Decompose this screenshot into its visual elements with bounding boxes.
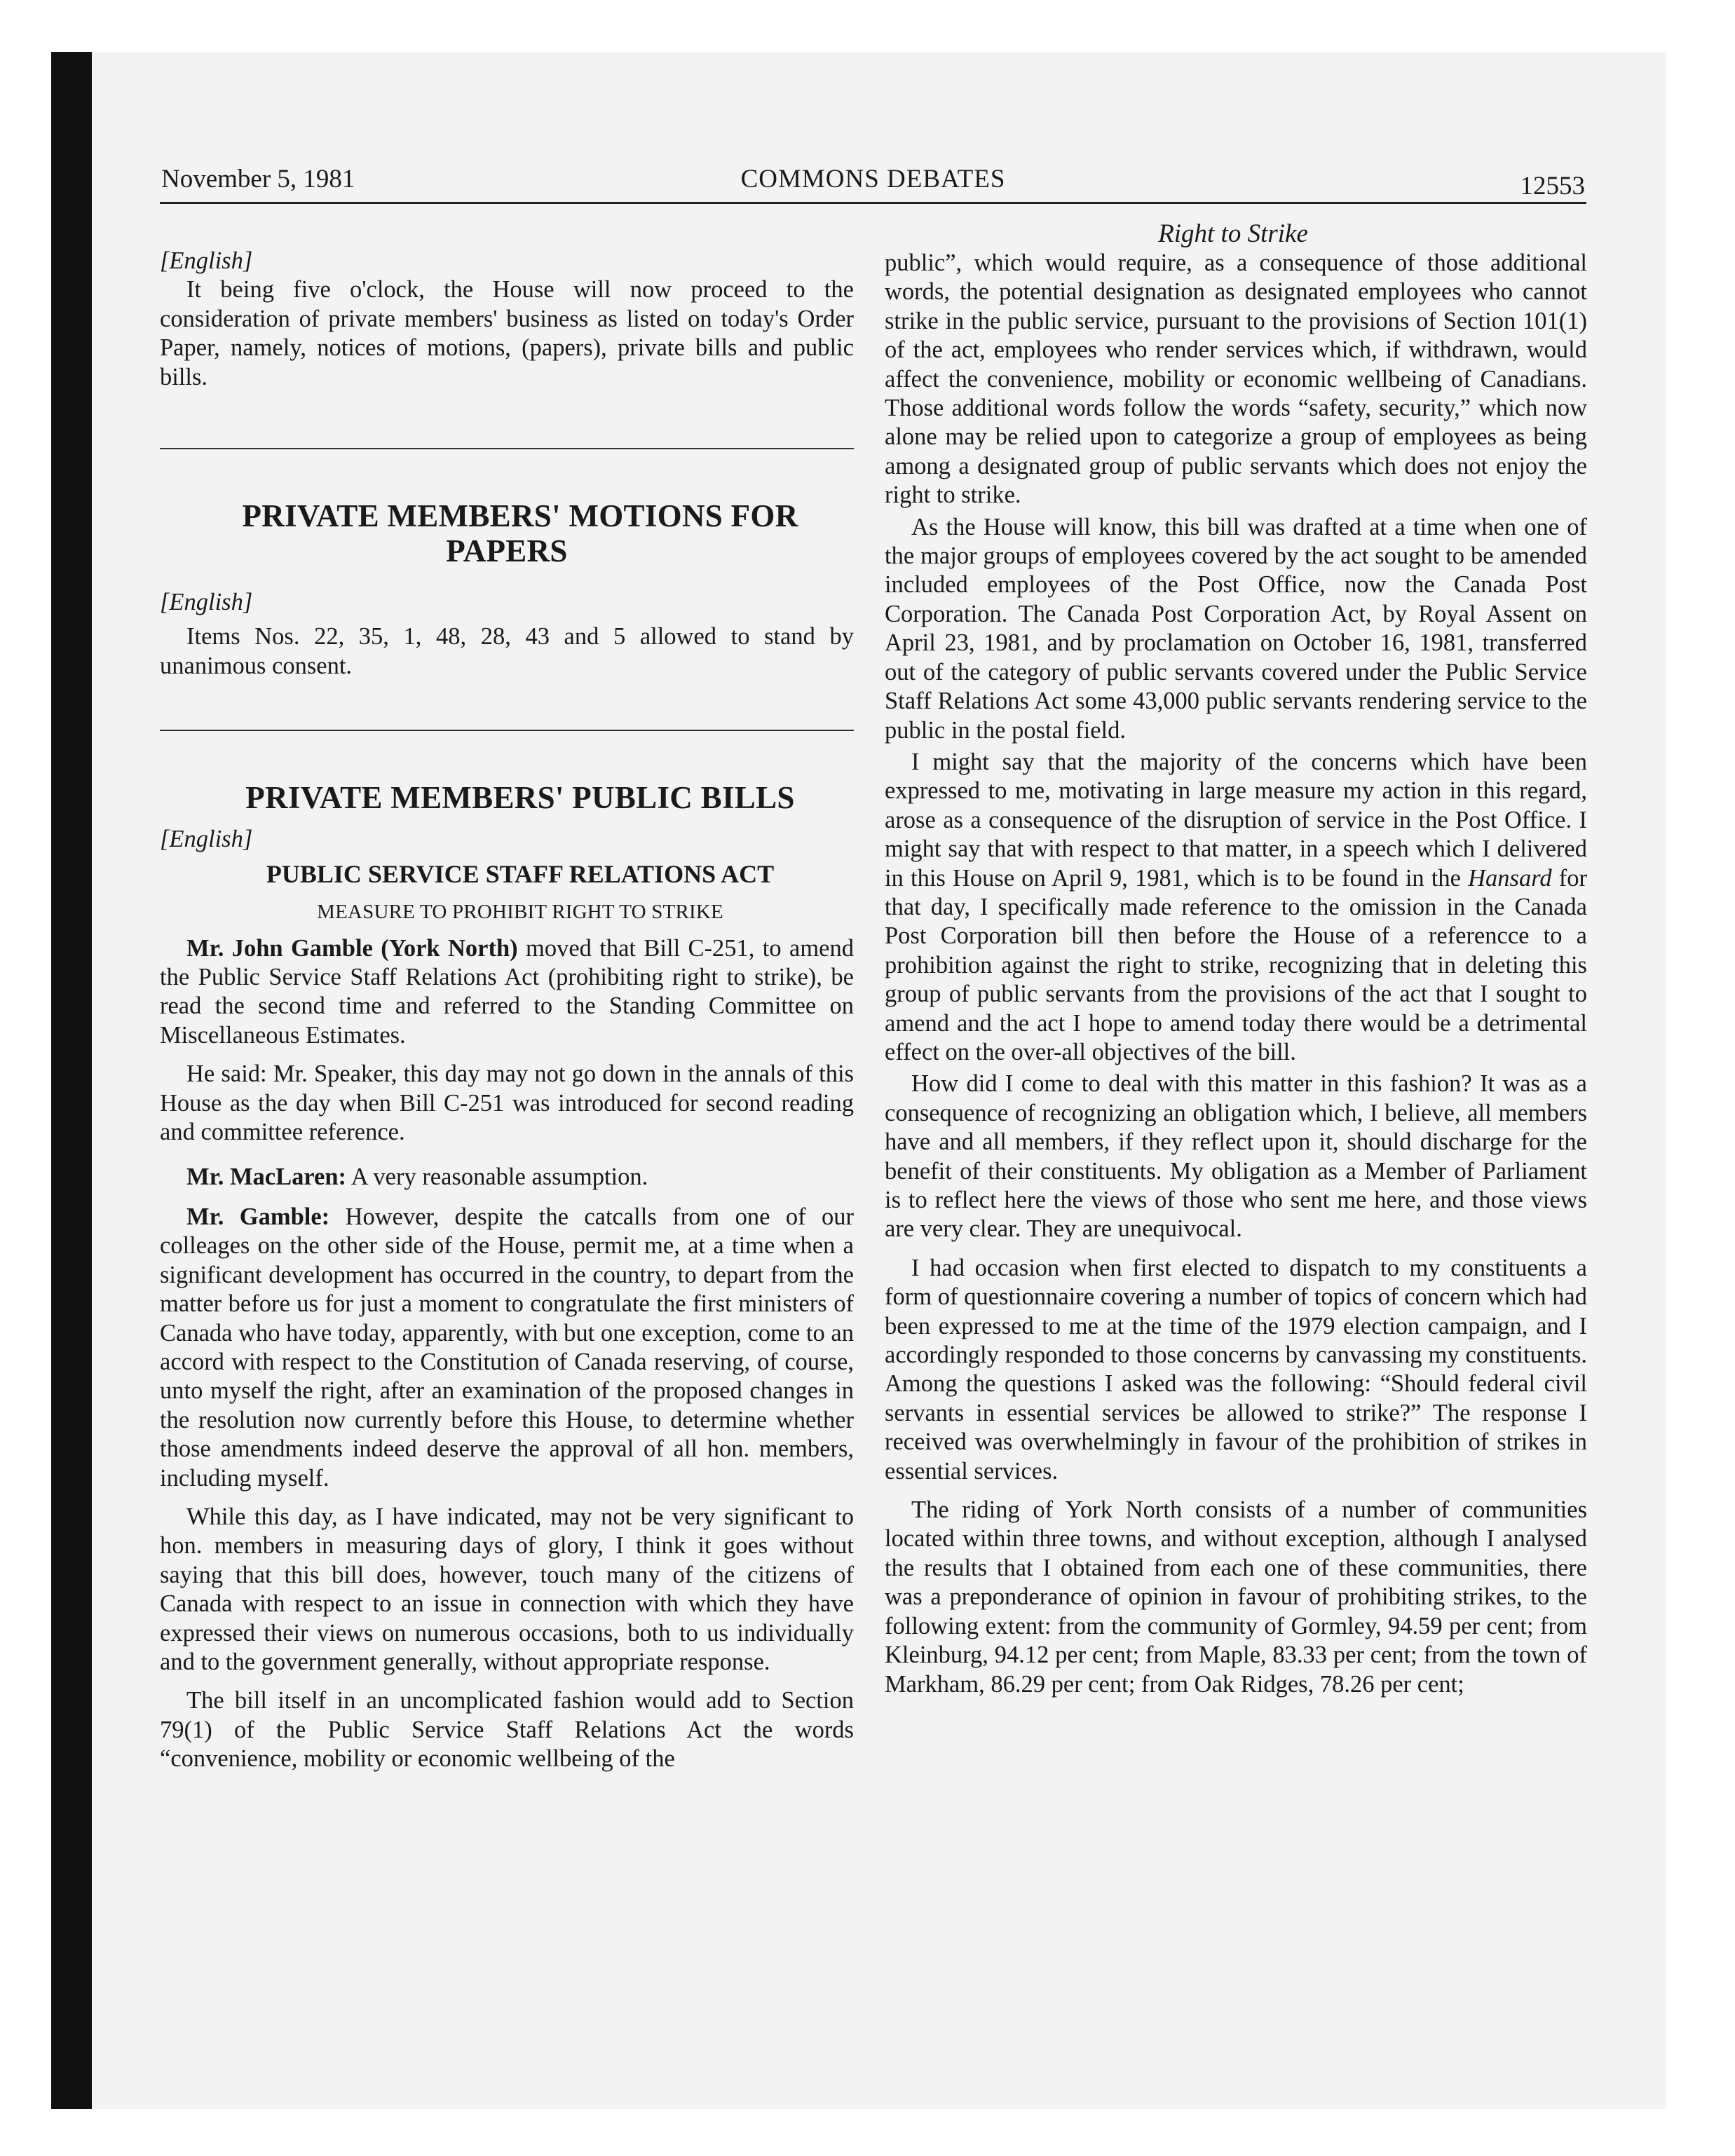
paragraph-items: Items Nos. 22, 35, 1, 48, 28, 43 and 5 allowed to stand by unanimous consent. (160, 623, 854, 679)
text-run: for that day, I specifically made reference to the omission in the Canada Post Corporation bill then before the House of a referencce to a prohibition against the right to strike, recognizing that in deleting this group of public servants from the provisions of the act that I sought to amend and the act I hope to amend today there would be a detrimental effect on the over-all objectives of the bill. (885, 864, 1587, 1065)
text-run: I might say that the majority of the concerns which have been expressed to me, motivating in large measure my action in this regard, arose as a consequence of the disruption of service in the Post Office. I might say that with respect to that matter, in a speech which I delivered in this House on April 9, 1981, which is to be found in the (885, 748, 1587, 892)
speaker-name: Mr. Gamble: (186, 1203, 330, 1230)
paragraph-might-say (885, 748, 1587, 1067)
paragraph-how: How did I come to deal with this matter in this fashion? It was as a consequence of recognizing an obligation which, I believe, all members have and all members, if they reflect upon it, should discharge for the benefit of their constituents. My obligation as a Member of Parliament is to reflect here the views of those who sent me here, and those views are very clear. They are unequivocal. (885, 1070, 1587, 1243)
heading-motions-for-papers: PRIVATE MEMBERS' MOTIONS FOR PAPERS (242, 498, 798, 569)
speech-text: However, despite the catcalls from one of our colleages on the other side of the House, permit me, at a time when a significant development has occurred in the country, to depart from the matter before us for just a moment to congratulate the first ministers of Canada who have today, apparently, with but one exception, come to an accord with respect to the Constitution of Canada reserving, of course, unto myself the right, after an examination of the proposed changes in the resolution now currently before this House, to determine whether those amendments indeed deserve the approval of all hon. members, including myself. (160, 1203, 854, 1492)
act-title: PUBLIC SERVICE STAFF RELATIONS ACT (266, 859, 775, 888)
paragraph-motion (160, 934, 854, 1051)
language-tag: [English] (160, 826, 253, 853)
paragraph-occasion: I had occasion when first elected to dispatch to my constituents a form of questionnaire covering a number of topics of concern which had been expressed to me at the time of the 1979 election campaign, and I accordingly responded to those concerns by canvassing my constituents. Among the questions I asked was the following: “Should federal civil servants in essential services be allowed to strike?” The response I received was overwhelmingly in favour of the prohibition of strikes in essential services. (885, 1254, 1587, 1485)
left-column (160, 247, 854, 1774)
paragraph-gamble (160, 1203, 854, 1493)
header-date: November 5, 1981 (161, 165, 355, 193)
paragraph-while: While this day, as I have indicated, may not be very significant to hon. members in measuring days of glory, I think it goes without saying that this bill does, however, touch many of the citizens of Canada with respect to an issue in connection with which they have expressed their views on numerous occasions, both to us individually and to the government generally, without appropriate response. (160, 1503, 854, 1675)
running-header (160, 163, 1586, 204)
paragraph-he-said: He said: Mr. Speaker, this day may not go down in the annals of this House as the day when Bill C-251 was introduced for second reading and committee reference. (160, 1060, 854, 1146)
paragraph-bill-itself: The bill itself in an uncomplicated fashion would add to Section 79(1) of the Public Service Staff Relations Act the words “convenience, mobility or economic wellbeing of the (160, 1687, 854, 1773)
language-tag: [English] (160, 247, 253, 274)
paragraph-public: public”, which would require, as a consequence of those additional words, the potential designation as designated employees who cannot strike in the public service, pursuant to the provisions of Section 101(1) of the act, employees who render services which, if withdrawn, would affect the convenience, mobility or economic wellbeing of Canadians. Those additional words follow the words “safety, security,” which now alone may be relied upon to categorize a group of employees as being among a designated group of public servants which does not enjoy the right to strike. (885, 250, 1587, 509)
paragraph-riding: The riding of York North consists of a number of communities located within three towns, and without exception, although I analysed the results that I obtained from each one of these communities, there was a preponderance of opinion in favour of prohibiting strikes, to the following extent: from the community of Gormley, 94.59 per cent; from Kleinburg, 94.12 per cent; from Maple, 83.33 per cent; from the town of Markham, 86.29 per cent; from Oak Ridges, 78.26 per cent; (885, 1496, 1587, 1698)
paragraph-intro: It being five o'clock, the House will now proceed to the consideration of private members' business as listed on today's Order Paper, namely, notices of motions, (papers), private bills and public bills. (160, 276, 854, 390)
language-tag: [English] (160, 589, 253, 616)
scan-black-edge (51, 52, 92, 2109)
motion-text: moved that Bill C-251, to amend the Public Service Staff Relations Act (prohibiting right to strike), be read the second time and referred to the Standing Committee on Miscellaneous Estimates. (160, 934, 854, 1049)
paragraph-as-house: As the House will know, this bill was drafted at a time when one of the major groups of employees covered by the act sought to be amended included employees of the Post Office, now the Canada Post Corporation. The Canada Post Corporation Act, by Royal Assent on April 23, 1981, and by proclamation on October 16, 1981, transferred out of the category of public servants covered under the Public Service Staff Relations Act some 43,000 public servants rendering service to the public in the postal field. (885, 513, 1587, 744)
paragraph-maclaren (160, 1163, 854, 1192)
speech-text: A very reasonable assumption. (346, 1163, 648, 1190)
right-column (885, 249, 1587, 1699)
header-topic: Right to Strike (1158, 219, 1308, 248)
header-page-number: 12553 (1520, 172, 1585, 200)
header-publication: COMMONS DEBATES (740, 165, 1006, 193)
speaker-name: Mr. John Gamble (York North) (186, 934, 518, 962)
speaker-name: Mr. MacLaren: (186, 1163, 347, 1190)
hansard-italic: Hansard (1468, 864, 1552, 892)
measure-subtitle: MEASURE TO PROHIBIT RIGHT TO STRIKE (317, 900, 723, 923)
heading-public-bills: PRIVATE MEMBERS' PUBLIC BILLS (245, 780, 795, 816)
